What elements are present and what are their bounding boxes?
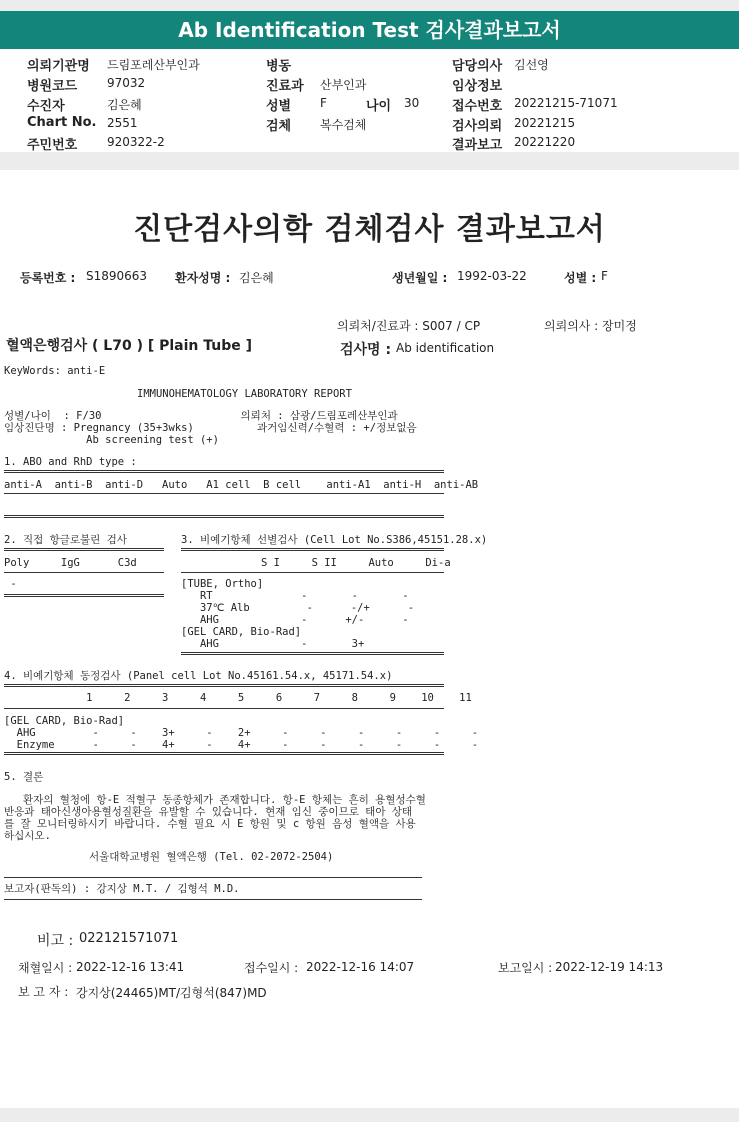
divider	[4, 752, 444, 755]
patient-name-value: 김은혜	[239, 271, 274, 285]
screening-row: AHG - +/- -	[181, 614, 409, 626]
value-hospital-code: 97032	[107, 76, 146, 90]
header-info-panel	[0, 49, 739, 152]
remark-label: 비고 :	[37, 933, 74, 949]
receipt-value: 2022-12-16 14:07	[306, 960, 415, 974]
section-4-title: 4. 비예기항체 동정검사 (Panel cell Lot No.45161.54.x, 45171.54.x)	[4, 670, 393, 682]
value-sex: F	[320, 96, 327, 110]
divider	[4, 684, 444, 687]
divider	[4, 877, 422, 878]
dob-label: 생년월일 :	[392, 271, 448, 285]
report-document	[0, 170, 739, 1108]
value-age: 30	[404, 96, 420, 110]
value-chart-no: 2551	[107, 116, 138, 130]
section-title: 혈액은행검사 ( L70 ) [ Plain Tube ]	[6, 338, 253, 354]
panel-row: [GEL CARD, Bio-Rad]	[4, 715, 125, 727]
conclusion-line: 를 잘 모니터링하시기 바랍니다. 수혈 필요 시 E 항원 및 c 항원 음성 혈액을 사용	[4, 818, 416, 830]
sex-label: 성별 :	[564, 271, 597, 285]
value-report-date: 20221220	[514, 135, 576, 149]
label-requesting-institution: 의뢰기관명	[27, 59, 90, 74]
value-request-date: 20221215	[514, 116, 576, 130]
label-hospital-code: 병원코드	[27, 79, 78, 94]
divider	[4, 708, 444, 709]
patient-name-label: 환자성명 :	[175, 271, 231, 285]
divider	[4, 899, 422, 900]
divider	[181, 652, 444, 655]
hospital-contact: 서울대학교병원 혈액은행 (Tel. 02-2072-2504)	[89, 851, 334, 863]
report-title: Ab Identification Test 검사결과보고서	[178, 18, 561, 42]
value-receipt-number: 20221215-71071	[514, 96, 618, 110]
test-name-value: Ab identification	[396, 341, 495, 355]
collection-label: 채혈일시 :	[18, 961, 73, 975]
reporter-line: 보고자(판독의) : 강지상 M.T. / 김형석 M.D.	[4, 883, 240, 895]
value-patient: 김은혜	[107, 98, 142, 112]
reporter2-value: 강지상(24465)MT/김형석(847)MD	[76, 986, 267, 1000]
value-attending-doctor: 김선영	[514, 58, 549, 72]
panel-row: AHG - - 3+ - 2+ - - - - - -	[4, 727, 479, 739]
section-2-title: 2. 직접 항글로불린 검사	[4, 534, 127, 546]
value-department: 산부인과	[320, 78, 367, 92]
abo-rhd-columns: anti-A anti-B anti-D Auto A1 cell B cell anti-A1 anti-H anti-AB	[4, 479, 479, 491]
screening-row: 37℃ Alb - -/+ -	[181, 602, 415, 614]
dob-value: 1992-03-22	[457, 269, 527, 283]
report-time-label: 보고일시 :	[498, 961, 553, 975]
label-clinical-info: 임상정보	[452, 79, 503, 94]
panel-header: 1 2 3 4 5 6 7 8 9 10 11	[4, 692, 472, 704]
label-patient: 수진자	[27, 99, 65, 114]
conclusion-line: 환자의 혈청에 항-E 적혈구 동종항체가 존재합니다. 항-E 항체는 흔히 용혈성수혈	[4, 794, 426, 806]
conclusion-line: 하십시오.	[4, 830, 51, 842]
reporter2-label: 보 고 자 :	[18, 985, 69, 999]
screening-row: [GEL CARD, Bio-Rad]	[181, 626, 302, 638]
divider	[4, 548, 164, 551]
section-5-title: 5. 결론	[4, 771, 44, 783]
receipt-label: 접수일시 :	[244, 961, 299, 975]
report-title-bar	[0, 11, 739, 49]
label-report-date: 결과보고	[452, 138, 503, 153]
divider	[4, 470, 444, 473]
divider	[4, 572, 164, 573]
screening-columns: S I S II Auto Di-a	[261, 557, 451, 569]
screening-row: RT - - -	[181, 590, 409, 602]
lab-report-title: IMMUNOHEMATOLOGY LABORATORY REPORT	[137, 388, 352, 400]
dat-columns: Poly IgG C3d	[4, 557, 137, 569]
requesting-doctor: 의뢰의사 : 장미정	[544, 319, 637, 333]
requesting-department: 의뢰처/진료과 : S007 / CP	[337, 319, 481, 333]
label-department: 진료과	[266, 79, 304, 94]
label-attending-doctor: 담당의사	[452, 59, 503, 74]
label-chart-no: Chart No.	[27, 115, 97, 130]
sex-value: F	[601, 269, 608, 283]
value-requesting-institution: 드림포레산부인과	[107, 58, 200, 72]
divider	[4, 493, 444, 494]
screening-row: AHG - 3+	[181, 638, 365, 650]
info-line-2: 임상진단명 : Pregnancy (35+3wks) 과거임신력/수혈력 : +/정보없음	[4, 422, 417, 434]
divider	[4, 594, 164, 597]
section-3-title: 3. 비예기항체 선별검사 (Cell Lot No.S386,45151.28.x)	[181, 534, 488, 546]
registration-value: S1890663	[86, 269, 148, 283]
document-title: 진단검사의학 검체검사 결과보고서	[133, 212, 606, 247]
info-line-1: 성별/나이 : F/30 의뢰처 : 삼광/드림포레산부인과	[4, 410, 398, 422]
panel-row: Enzyme - - 4+ - 4+ - - - - - -	[4, 739, 479, 751]
divider	[181, 572, 444, 573]
label-sex: 성별	[266, 99, 292, 114]
screening-row: [TUBE, Ortho]	[181, 578, 264, 590]
value-specimen: 복수검체	[320, 118, 367, 132]
label-request-date: 검사의뢰	[452, 119, 503, 134]
collection-value: 2022-12-16 13:41	[76, 960, 185, 974]
keywords: KeyWords: anti-E	[4, 365, 106, 377]
label-ward: 병동	[266, 59, 292, 74]
info-line-3: Ab screening test (+)	[4, 434, 219, 446]
remark-value: 022121571071	[79, 931, 179, 946]
divider	[181, 548, 444, 551]
divider	[4, 515, 444, 518]
section-1-title: 1. ABO and RhD type :	[4, 456, 137, 468]
label-specimen: 검체	[266, 119, 292, 134]
conclusion-line: 반응과 태아신생아용혈성질환을 유발할 수 있습니다. 현재 임신 중이므로 태아 상태	[4, 806, 413, 818]
dat-values: -	[4, 578, 17, 590]
report-time-value: 2022-12-19 14:13	[555, 960, 664, 974]
label-receipt-number: 접수번호	[452, 99, 503, 114]
value-resident-number: 920322-2	[107, 135, 165, 149]
test-name-label: 검사명 :	[340, 342, 392, 358]
label-resident-number: 주민번호	[27, 138, 78, 153]
label-age: 나이	[366, 99, 392, 114]
registration-label: 등록번호 :	[20, 271, 76, 285]
